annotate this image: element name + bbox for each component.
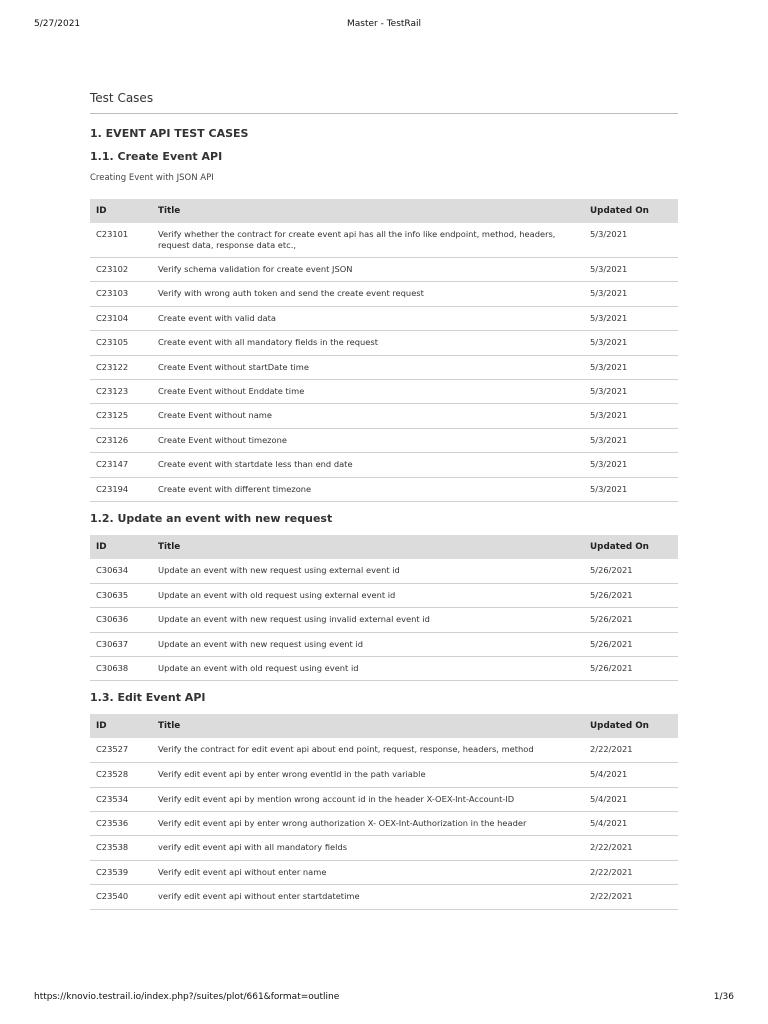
section-title-update-event: 1.2. Update an event with new request [90,511,333,525]
case-id-cell: C23104 [90,306,152,330]
column-header-updated-on: Updated On [584,199,678,223]
case-title-cell: Update an event with old request using event id [152,656,584,680]
updated-on-cell: 5/3/2021 [584,453,678,477]
case-title-cell: Verify with wrong auth token and send the create event request [152,282,584,306]
print-header [34,19,734,31]
case-title-cell: Update an event with old request using external event id [152,583,584,607]
table-row [90,738,678,762]
updated-on-cell: 5/3/2021 [584,477,678,501]
column-header-id: ID [90,199,152,223]
updated-on-cell: 5/3/2021 [584,355,678,379]
section-title-create-event-api: 1.1. Create Event API [90,150,223,163]
case-title-cell: Create Event without Enddate time [152,379,584,403]
table-row [90,559,678,583]
case-title-cell: Create Event without startDate time [152,355,584,379]
table-row [90,258,678,282]
case-id-cell: C30638 [90,656,152,680]
updated-on-cell: 5/3/2021 [584,282,678,306]
case-id-cell: C30636 [90,608,152,632]
updated-on-cell: 5/26/2021 [584,583,678,607]
test-case-outline [90,91,678,910]
case-title-cell: Create event with all mandatory fields in the request [152,331,584,355]
case-title-cell: Create event with valid data [152,306,584,330]
case-id-cell: C23534 [90,787,152,811]
column-header-updated-on: Updated On [584,714,678,738]
updated-on-cell: 5/26/2021 [584,632,678,656]
case-id-cell: C23194 [90,477,152,501]
updated-on-cell: 2/22/2021 [584,860,678,884]
case-id-cell: C23538 [90,836,152,860]
updated-on-cell: 5/4/2021 [584,787,678,811]
updated-on-cell: 5/3/2021 [584,223,678,258]
table-row [90,608,678,632]
table-row [90,355,678,379]
column-header-title: Title [152,199,584,223]
page-title: Test Cases [90,91,678,114]
column-header-title: Title [152,714,584,738]
case-id-cell: C23125 [90,404,152,428]
case-title-cell: Create Event without name [152,404,584,428]
table-row [90,282,678,306]
suite-title: 1. EVENT API TEST CASES [90,127,249,140]
section-title-edit-event-api: 1.3. Edit Event API [90,691,206,705]
table-row [90,404,678,428]
case-title-cell: Verify whether the contract for create event api has all the info like endpoint, method, headers, request data, response data etc., [152,223,584,258]
updated-on-cell: 5/4/2021 [584,812,678,836]
table-row [90,656,678,680]
print-date: 5/27/2021 [34,19,81,29]
table-header-row [90,535,678,559]
case-id-cell: C23540 [90,885,152,909]
case-title-cell: Verify edit event api by mention wrong account id in the header X-OEX-Int-Account-ID [152,787,584,811]
updated-on-cell: 5/26/2021 [584,608,678,632]
case-id-cell: C23101 [90,223,152,258]
case-title-cell: Create event with startdate less than end date [152,453,584,477]
case-title-cell: Create Event without timezone [152,428,584,452]
updated-on-cell: 5/26/2021 [584,656,678,680]
test-cases-table [90,199,678,502]
table-row [90,860,678,884]
case-title-cell: Update an event with new request using invalid external event id [152,608,584,632]
case-title-cell: Verify edit event api by enter wrong authorization X- OEX-Int-Authorization in the header [152,812,584,836]
case-title-cell: verify edit event api without enter startdatetime [152,885,584,909]
case-title-cell: Verify the contract for edit event api about end point, request, response, headers, method [152,738,584,762]
updated-on-cell: 2/22/2021 [584,738,678,762]
updated-on-cell: 5/3/2021 [584,306,678,330]
print-footer [34,992,734,1004]
case-id-cell: C23105 [90,331,152,355]
table-row [90,428,678,452]
case-title-cell: Create event with different timezone [152,477,584,501]
updated-on-cell: 2/22/2021 [584,885,678,909]
case-id-cell: C30637 [90,632,152,656]
print-document-title: Master - TestRail [347,19,421,29]
case-title-cell: Update an event with new request using event id [152,632,584,656]
updated-on-cell: 5/3/2021 [584,379,678,403]
case-title-cell: Verify edit event api without enter name [152,860,584,884]
table-row [90,885,678,909]
table-row [90,763,678,787]
case-id-cell: C23527 [90,738,152,762]
test-cases-table [90,714,678,909]
section-description: Creating Event with JSON API [90,173,214,183]
table-row [90,836,678,860]
case-id-cell: C23528 [90,763,152,787]
table-row [90,477,678,501]
table-header-row [90,199,678,223]
case-id-cell: C23103 [90,282,152,306]
case-id-cell: C23147 [90,453,152,477]
case-id-cell: C30634 [90,559,152,583]
updated-on-cell: 2/22/2021 [584,836,678,860]
table-row [90,632,678,656]
case-id-cell: C23126 [90,428,152,452]
table-row [90,223,678,258]
table-row [90,379,678,403]
column-header-id: ID [90,535,152,559]
table-row [90,787,678,811]
page-number: 1/36 [713,992,734,1002]
case-title-cell: verify edit event api with all mandatory fields [152,836,584,860]
updated-on-cell: 5/3/2021 [584,428,678,452]
table-row [90,306,678,330]
case-id-cell: C23536 [90,812,152,836]
case-title-cell: Verify edit event api by enter wrong eventId in the path variable [152,763,584,787]
table-row [90,453,678,477]
column-header-updated-on: Updated On [584,535,678,559]
case-title-cell: Update an event with new request using external event id [152,559,584,583]
case-id-cell: C23123 [90,379,152,403]
case-id-cell: C23102 [90,258,152,282]
column-header-id: ID [90,714,152,738]
case-id-cell: C23122 [90,355,152,379]
table-row [90,331,678,355]
case-id-cell: C23539 [90,860,152,884]
table-row [90,812,678,836]
column-header-title: Title [152,535,584,559]
table-header-row [90,714,678,738]
table-row [90,583,678,607]
test-cases-table [90,535,678,681]
updated-on-cell: 5/3/2021 [584,258,678,282]
updated-on-cell: 5/3/2021 [584,331,678,355]
case-id-cell: C30635 [90,583,152,607]
case-title-cell: Verify schema validation for create event JSON [152,258,584,282]
updated-on-cell: 5/26/2021 [584,559,678,583]
print-url: https://knovio.testrail.io/index.php?/suites/plot/661&format=outline [34,992,340,1002]
updated-on-cell: 5/3/2021 [584,404,678,428]
updated-on-cell: 5/4/2021 [584,763,678,787]
